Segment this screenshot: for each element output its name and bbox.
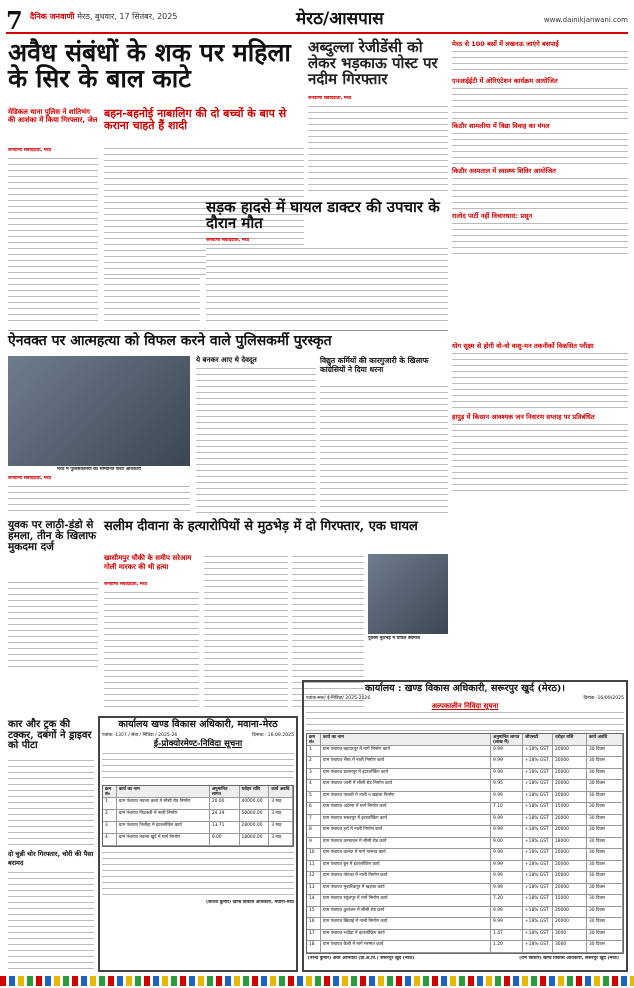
table-cell: 30 दिवस — [587, 746, 623, 757]
table-cell: ग्राम पंचायत हर्रा में नाली निर्माण कार्य — [321, 826, 491, 837]
table-cell: 30 दिवस — [587, 803, 623, 814]
tender-left — [98, 716, 298, 972]
table-cell: 30 दिवस — [587, 941, 623, 952]
table-cell: 20000 — [553, 815, 587, 826]
tender-right-ref: पत्रांक-सरू/ ई-निविदा/ 2025-2026 — [306, 695, 371, 701]
table-row — [307, 849, 623, 861]
table-cell: 4 — [103, 834, 117, 845]
tender-left-footer — [102, 850, 294, 900]
table-row — [307, 792, 623, 804]
table-cell: ग्राम पंचायत खिवाई में नाली निर्माण कार्य — [321, 918, 491, 929]
tender-right-signs — [306, 956, 624, 962]
table-cell: 20000 — [553, 757, 587, 768]
table-cell: 9.99 — [491, 872, 523, 883]
story7-body — [320, 384, 448, 516]
table-cell: 1 — [103, 798, 117, 809]
table-cell: 30 दिवस — [587, 826, 623, 837]
table-row — [103, 798, 293, 810]
table-cell: 30 दिवस — [587, 838, 623, 849]
right-story-body — [452, 351, 628, 411]
table-cell: 3 — [103, 822, 117, 833]
table-cell: ग्राम पंचायत अटेरना में मार्ग निर्माण कार्य — [321, 803, 491, 814]
table-cell: 20000 — [553, 861, 587, 872]
table-cell: ग्राम पंचायत मवाना खुर्द में मार्ग निर्माण — [117, 834, 210, 845]
table-cell: +18% GST — [523, 930, 553, 941]
table-cell: +18% GST — [523, 826, 553, 837]
story3-byline: जनवाणी संवाददाता, मेरठ — [308, 96, 352, 101]
story4-byline: जनवाणी संवाददाता, मेरठ — [206, 238, 250, 243]
table-cell: +18% GST — [523, 815, 553, 826]
table-cell: 30 दिवस — [587, 872, 623, 883]
lead-headline: अवैध संबंधों के शक पर महिला के सिर के बाल काटे — [8, 38, 291, 94]
tender-left-body — [102, 751, 294, 783]
table-cell: 3 माह — [269, 822, 293, 833]
table-cell: 13 — [307, 884, 321, 895]
table-cell: 20.00 — [210, 798, 240, 809]
table-cell: 9.99 — [491, 815, 523, 826]
table-cell: 9.00 — [210, 834, 240, 845]
tender-left-sign: (सतीश कुमार) खण्ड विकास अधिकारी, मवाना-मेरठ — [205, 899, 294, 905]
table-cell: 9.00 — [491, 838, 523, 849]
table-cell: 50000.00 — [240, 810, 270, 821]
table-cell: ग्राम पंचायत बहादरपुर में मार्ग निर्माण कार्य — [321, 746, 491, 757]
story4-headline: सड़क हादसे में घायल डाक्टर की उपचार के दौरान मौत — [206, 198, 440, 232]
table-cell: 20000 — [553, 769, 587, 780]
table-row — [103, 834, 293, 846]
table-cell: 1 — [307, 746, 321, 757]
right-story-body — [452, 131, 628, 165]
table-cell: 9.95 — [491, 780, 523, 791]
table-cell: 30 दिवस — [587, 918, 623, 929]
right-story-headline: एनआईईटी में ओरिएंटेशन कार्यक्रम आयोजित — [452, 77, 558, 85]
table-cell: 5 — [307, 792, 321, 803]
table-cell: +18% GST — [523, 769, 553, 780]
table-cell: धरोहर राशि — [240, 786, 270, 797]
table-cell: 3 माह — [269, 810, 293, 821]
table-cell: कार्य अवधि — [587, 734, 623, 745]
tender-left-title: कार्यालय खण्ड विकास अधिकारी, मवाना-मेरठ — [118, 719, 278, 730]
story11-body — [8, 870, 94, 970]
story9-byline: जनवाणी संवाददाता, मेरठ — [104, 582, 148, 587]
story4-body — [206, 246, 448, 322]
table-header-row — [307, 734, 623, 746]
story5-byline: जनवाणी संवाददाता, मेरठ — [8, 476, 52, 481]
story9-photo — [368, 554, 448, 634]
table-cell: 24.39 — [210, 810, 240, 821]
table-cell: 20000 — [553, 884, 587, 895]
table-cell: 9.99 — [491, 757, 523, 768]
table-cell: ग्राम पंचायत जानी में सीसी रोड निर्माण कार्य — [321, 780, 491, 791]
table-cell: 15000 — [553, 895, 587, 906]
table-cell: 18000 — [553, 838, 587, 849]
table-cell: 9.99 — [491, 792, 523, 803]
table-cell: 20000 — [553, 780, 587, 791]
table-cell: क्रम सं० — [103, 786, 117, 797]
website: www.dainikjanwani.com — [543, 16, 628, 24]
table-row — [307, 838, 623, 850]
table-cell: जीएसटी — [523, 734, 553, 745]
table-cell: 20000 — [553, 849, 587, 860]
table-cell: 1.20 — [491, 941, 523, 952]
table-row — [103, 810, 293, 822]
story10-headline: कार और ट्रक की टक्कर, दबंगों ने ड्राइवर को पीटा — [8, 719, 92, 751]
table-cell: 9.99 — [491, 746, 523, 757]
table-cell: 17 — [307, 930, 321, 941]
tender-left-date: दिनांक:- 16.09.2025 — [252, 732, 294, 738]
lead-body — [8, 156, 98, 326]
table-cell: ग्राम पंचायत मवाना कलां में सीसी रोड निर्माण — [117, 798, 210, 809]
table-cell: +18% GST — [523, 861, 553, 872]
table-cell: 40000.00 — [240, 798, 270, 809]
table-cell: 3 माह — [269, 798, 293, 809]
table-cell: 2 — [103, 810, 117, 821]
table-cell: 9.99 — [491, 907, 523, 918]
table-cell: 9 — [307, 838, 321, 849]
table-cell: +18% GST — [523, 838, 553, 849]
table-cell: +18% GST — [523, 941, 553, 952]
table-cell: 13.71 — [210, 822, 240, 833]
story9-body-col2 — [204, 554, 288, 710]
table-cell: कार्य अवधि — [269, 786, 293, 797]
table-cell: 20000 — [553, 746, 587, 757]
table-cell: +18% GST — [523, 780, 553, 791]
tender-right-title: कार्यालय : खण्ड विकास अधिकारी, सरूरपुर खुर्द (मेरठ)। — [364, 683, 566, 694]
table-cell: 14 — [307, 895, 321, 906]
page-header — [6, 6, 628, 34]
story5-photo — [8, 356, 190, 466]
table-cell: धरोहर राशि — [553, 734, 587, 745]
table-cell: +18% GST — [523, 849, 553, 860]
right-story-body — [452, 221, 628, 255]
right-story-body — [452, 176, 628, 210]
table-cell: 9.99 — [491, 826, 523, 837]
paper-title: दैनिक जनवाणी — [30, 12, 75, 21]
table-cell: ग्राम पंचायत गोटका में नाली निर्माण कार्य — [321, 872, 491, 883]
lead-subheadline: मेडिकल थाना पुलिस ने शांतिभंग की आशंका में किया गिरफ्तार, जेल — [8, 108, 98, 124]
table-cell: 30 दिवस — [587, 861, 623, 872]
story3-headline: अब्दुल्ला रेजीडेंसी को लेकर भड़काऊ पोस्ट पर नदीम गिरफ्तार — [308, 38, 438, 88]
table-row — [307, 861, 623, 873]
tender-right-notice: अल्पकालीन निविदा सूचना — [431, 700, 499, 710]
table-cell: 15000 — [553, 803, 587, 814]
table-row — [307, 769, 623, 781]
right-column-2 — [452, 342, 628, 542]
table-cell: 16 — [307, 918, 321, 929]
table-cell: ग्राम पंचायत सरूरपुर में इंटरलॉकिंग कार्य — [321, 815, 491, 826]
story8-headline: युवक पर लाठी-डंडो से हमला, तीन के खिलाफ मुकदमा दर्ज — [8, 519, 97, 554]
story5-body — [8, 484, 190, 514]
table-cell: 30 दिवस — [587, 849, 623, 860]
table-cell: 7.10 — [491, 803, 523, 814]
story9-subheadline: खासीमपुर चौकी के समीप सरेआम गोली मारकर की थी हत्या — [104, 554, 192, 571]
right-story-body — [452, 49, 628, 75]
story6-headline: ये बनकर आए थे देवदूत — [196, 356, 257, 364]
table-cell: +18% GST — [523, 895, 553, 906]
table-cell: 28000.00 — [240, 822, 270, 833]
table-cell: ग्राम पंचायत कलंदा में मार्ग मरम्मत कार्य — [321, 849, 491, 860]
tender-right-sign-right: (राम किशोर) खण्ड विकास अधिकारी, सरूरपुर खुर्द (मेरठ) — [519, 955, 619, 961]
table-row — [307, 757, 623, 769]
story5-photo-caption: मेरठ में पुलिसकर्मियों को सम्मानित करते अधिकारी — [57, 467, 141, 472]
table-row — [307, 826, 623, 838]
tender-right-table — [306, 733, 624, 954]
table-row — [307, 918, 623, 930]
table-cell: ग्राम पंचायत भदौड़ा में इंटरलॉकिंग कार्य — [321, 930, 491, 941]
table-cell: 6 — [307, 803, 321, 814]
table-cell: कार्य का नाम — [117, 786, 210, 797]
story6-body — [196, 366, 316, 516]
story7-headline: विद्युत कर्मियों की कारगुजारी के खिलाफ कांग्रेसियों ने दिया धरना — [320, 356, 429, 374]
table-cell: 9.99 — [491, 918, 523, 929]
tender-left-table — [102, 785, 294, 847]
table-cell: 15 — [307, 907, 321, 918]
tender-left-ref-row — [102, 732, 294, 738]
table-cell: 9.99 — [491, 884, 523, 895]
tender-right-sign-left: (नरेन्द्र कुमार) अवर अभियंता (ग्रा.अ.वि.) सरूरपुर खुर्द (मेरठ) — [307, 955, 415, 961]
table-row — [103, 822, 293, 834]
table-cell: 9.99 — [491, 769, 523, 780]
table-cell: ग्राम पंचायत छुर में इंटरलॉकिंग कार्य — [321, 861, 491, 872]
table-cell: ग्राम पंचायत रसूलपुर में मार्ग निर्माण कार्य — [321, 895, 491, 906]
table-cell: 20000 — [553, 872, 587, 883]
table-cell: क्रम सं० — [307, 734, 321, 745]
table-cell: ग्राम पंचायत मुबारिकपुर में खड़ंजा कार्य — [321, 884, 491, 895]
table-cell: 3000 — [553, 930, 587, 941]
table-cell: 30 दिवस — [587, 792, 623, 803]
tender-left-ref: पत्रांक:-1307 / सेवा / निविदा / 2025-26 — [102, 732, 178, 738]
table-cell: +18% GST — [523, 792, 553, 803]
table-cell: 30 दिवस — [587, 780, 623, 791]
table-cell: 20000 — [553, 907, 587, 918]
story9-headline: सलीम दीवाना के हत्यारोपियों से मुठभेड़ में दो गिरफ्तार, एक घायल — [104, 519, 418, 534]
table-cell: ग्राम पंचायत कैली में मार्ग मरम्मत कार्य — [321, 941, 491, 952]
table-row — [307, 895, 623, 907]
right-story-headline: रालोद पार्टी नहीं विचारधारा: प्रसून — [452, 212, 533, 220]
table-header-row — [103, 786, 293, 798]
table-cell: 30 दिवस — [587, 815, 623, 826]
tender-right — [302, 680, 628, 972]
table-cell: 20000 — [553, 918, 587, 929]
table-cell: 18 — [307, 941, 321, 952]
table-row — [307, 803, 623, 815]
divider — [8, 330, 448, 331]
story9-body — [104, 590, 199, 710]
table-cell: 7 — [307, 815, 321, 826]
table-cell: ग्राम पंचायत निलौहा में इंटरलॉकिंग कार्य — [117, 822, 210, 833]
table-cell: 20000 — [553, 792, 587, 803]
right-story-headline: मेरठ से 100 बसों में लखनऊ जाएंगे बसपाई — [452, 40, 559, 48]
story10-body — [8, 758, 94, 848]
right-column — [452, 40, 628, 340]
table-row — [307, 746, 623, 758]
right-story-body — [452, 86, 628, 120]
story11-headline: दो चुन्नी चोर गिरफ्तार, चोरी की पैसा बरामद — [8, 850, 94, 867]
tender-left-notice: ई-प्रोक्योरमेण्ट-निविदा सूचना — [153, 738, 243, 749]
table-cell: +18% GST — [523, 757, 553, 768]
tender-right-body — [306, 710, 624, 732]
right-story-headline: किठौर अस्पताल में स्वास्थ्य शिविर आयोजित — [452, 167, 556, 175]
table-row — [307, 872, 623, 884]
table-cell: ग्राम पंचायत फिटकरी में नाली निर्माण — [117, 810, 210, 821]
table-cell: 7.20 — [491, 895, 523, 906]
table-cell: 12 — [307, 872, 321, 883]
table-cell: 9.99 — [491, 849, 523, 860]
table-cell: +18% GST — [523, 746, 553, 757]
section-title: मेरठ/आसपास — [296, 9, 384, 29]
story3-body — [308, 104, 448, 194]
table-row — [307, 780, 623, 792]
table-cell: +18% GST — [523, 918, 553, 929]
table-cell: 20000 — [553, 826, 587, 837]
table-cell: ग्राम पंचायत पाबली में नाली व खड़ंजा निर्माण — [321, 792, 491, 803]
table-cell: 2 — [307, 757, 321, 768]
page-number: 7 — [6, 6, 23, 35]
table-cell: +18% GST — [523, 872, 553, 883]
table-cell: ग्राम पंचायत करनावल में सीसी रोड कार्य — [321, 838, 491, 849]
table-cell: +18% GST — [523, 884, 553, 895]
table-cell: 3 माह — [269, 834, 293, 845]
table-cell: 9.99 — [491, 861, 523, 872]
table-row — [307, 907, 623, 919]
table-cell: 30 दिवस — [587, 757, 623, 768]
right-story-headline: योग सूक्ष्म से होगी वो-वो वाशु-मन तकनीकों विकसित परीक्षा — [452, 342, 594, 350]
paper-date: मेरठ, बुधवार, 17 सितंबर, 2025 — [77, 12, 178, 21]
table-cell: 30 दिवस — [587, 884, 623, 895]
table-cell: +18% GST — [523, 907, 553, 918]
table-cell: 18000.00 — [240, 834, 270, 845]
table-cell: ग्राम पंचायत डालमपुर में इंटरलॉकिंग कार्य — [321, 769, 491, 780]
table-cell: 30 दिवस — [587, 769, 623, 780]
right-story-headline: किठौर शामलीया में विद्या विवाह का मंगल — [452, 122, 550, 130]
table-cell: 3000 — [553, 941, 587, 952]
table-cell: अनुमानित लागत (लाख में) — [491, 734, 523, 745]
lead-byline: जनवाणी संवाददाता, मेरठ — [8, 148, 52, 153]
table-cell: ग्राम पंचायत कुलंजन में सीसी रोड कार्य — [321, 907, 491, 918]
table-row — [307, 884, 623, 896]
tender-right-date: दिनांक -16/09/2025 — [583, 695, 624, 701]
paper-name — [30, 11, 177, 22]
right-story-body — [452, 422, 628, 492]
table-cell: ग्राम पंचायत भैंसा में नाली निर्माण कार्य — [321, 757, 491, 768]
table-row — [307, 941, 623, 953]
table-cell: 8 — [307, 826, 321, 837]
table-row — [307, 815, 623, 827]
table-row — [307, 930, 623, 942]
table-cell: 30 दिवस — [587, 895, 623, 906]
table-cell: 30 दिवस — [587, 930, 623, 941]
story2-headline: बहन-बहनोई नाबालिग की दो बच्चों के बाप से कराना चाहते हैं शादी — [104, 107, 287, 132]
table-cell: अनुमानित लागत — [210, 786, 240, 797]
table-cell: कार्य का नाम — [321, 734, 491, 745]
table-cell: 1.47 — [491, 930, 523, 941]
story9-photo-caption: पुलिस मुठभेड़ में घायल बदमाश — [368, 636, 421, 641]
story5-headline: ऐनवक्त पर आत्महत्या को विफल करने वाले पुलिसकर्मी पुरस्कृत — [8, 333, 332, 349]
table-cell: 11 — [307, 861, 321, 872]
table-cell: 10 — [307, 849, 321, 860]
story8-body — [8, 580, 98, 670]
table-cell: 30 दिवस — [587, 907, 623, 918]
right-story-headline: हापुड़ में किसान आवश्यक जन निवारण सप्ताह पर प्रतिबंधित — [452, 413, 595, 421]
table-cell: 4 — [307, 780, 321, 791]
table-cell: 3 — [307, 769, 321, 780]
table-cell: +18% GST — [523, 803, 553, 814]
footer-dots — [0, 976, 634, 986]
